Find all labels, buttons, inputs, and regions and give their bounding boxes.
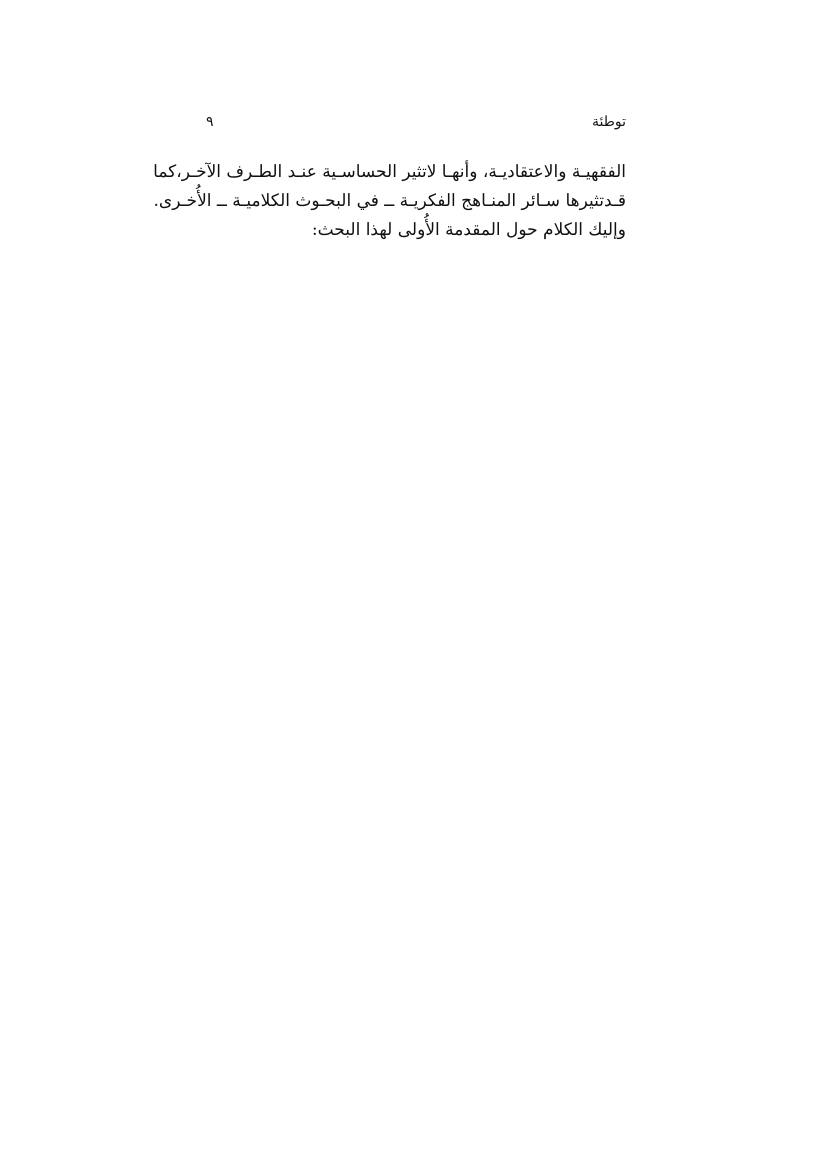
page-number: ٩ <box>206 114 214 130</box>
running-header <box>200 110 626 134</box>
body-text <box>153 158 626 245</box>
text-line: وإليك الكلام حول المقدمة الأُولى لهذا البحث: <box>311 220 626 240</box>
text-line: قـدتثيرها سـائر المنـاهج الفكريـة ــ في البحـوث الكلاميـة ــ الأُخـرى. <box>153 191 626 211</box>
text-line: الفقهيـة والاعتقاديـة، وأنهـا لاتثير الحساسـية عنـد الطـرف الآخـر،كما <box>153 162 626 182</box>
header-title: توطئة <box>591 114 626 130</box>
